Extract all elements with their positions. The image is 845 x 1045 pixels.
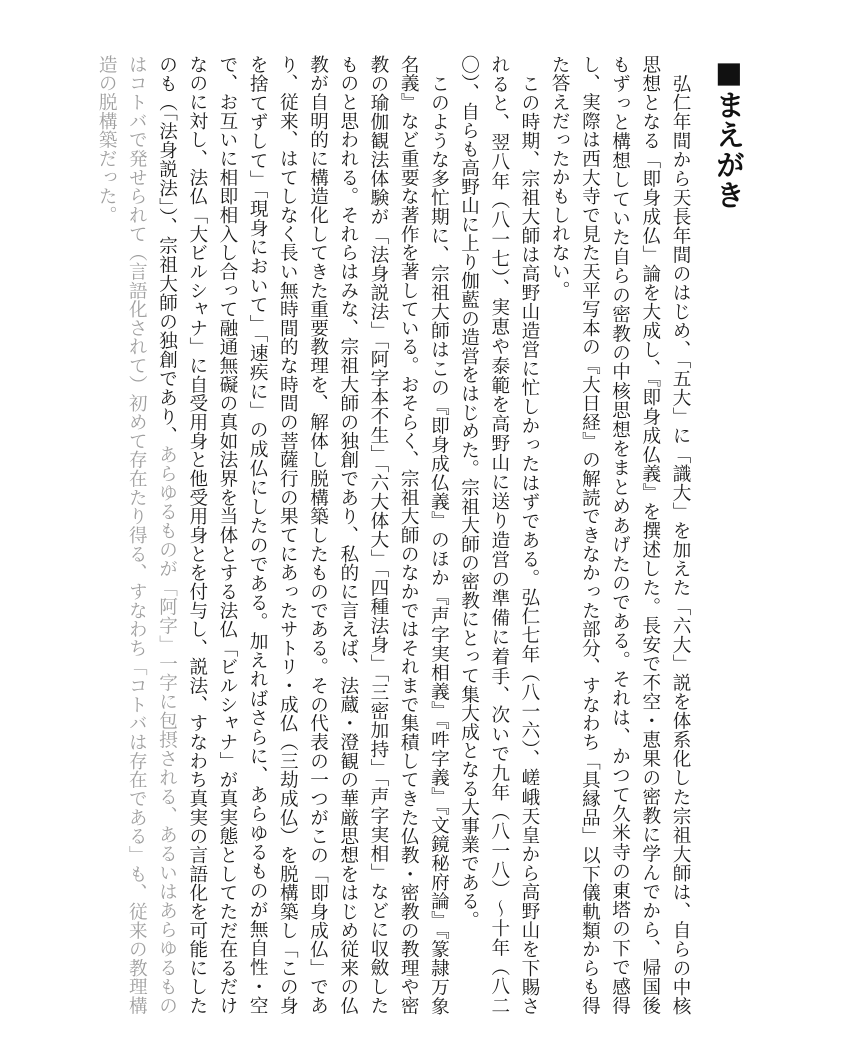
paragraph-3 bbox=[91, 55, 453, 1015]
paragraph-3-faded: あらゆるものが「阿字」一字に包摂される、あるいはあらゆるものはコトバで発せられて（言語化されて）初めて存在たり得る、すなわち「コトバは存在である」も、従来の教理構造の脱構築だった。 bbox=[96, 55, 178, 1016]
paragraph-1: 弘仁年間から天長年間のはじめ、「五大」に「識大」を加えた「六大」説を体系化した宗祖大師は、自らの中核思想となる「即身成仏」論を大成し、『即身成仏義』を撰述した。長安で不空・恵果の密教に学んでから、帰国後もずっと構想していた自らの密教の中核思想をまとめあげたのである。それは、かつて久米寺の東塔の下で感得し、実際は西大寺で見た天平写本の『大日経』の解読できなかった部分、すなわち「具縁品」以下儀軌類からも得た答えだったかもしれない。 bbox=[549, 55, 691, 1015]
section-heading: ■まえがき bbox=[712, 55, 746, 210]
paragraph-2: この時期、宗祖大師は高野山造営に忙しかったはずである。弘仁七年（八一六）、嵯峨天皇から高野山を下賜されると、翌八年（八一七）、実恵や泰範を高野山に送り造営の準備に着手、次いで九年（八一八）〜十年（八二〇）、自らも高野山に上り伽藍の造営をはじめた。宗祖大師の密教にとって集大成となる大事業である。 bbox=[458, 55, 540, 1015]
paragraph-3-main: このような多忙期に、宗祖大師はこの『即身成仏義』のほか『声字実相義』『吽字義』『文鏡秘府論』『篆隷万象名義』など重要な著作を著している。おそらく、宗祖大師のなかではそれまで集積してきた仏教・密教の教理や密教の瑜伽観法体験が「法身説法」「阿字本不生」「六大体大」「四種法身」「三密加持」「声字実相」などに収斂したものと思われる。それらはみな、宗祖大師の独創であり、私的に言えば、法蔵・澄観の華厳思想をはじめ従来の仏教が自明的に構造化してきた重要教理を、解体し脱構築したものである。その代表の一つがこの「即身成仏」であり、従来、はてしなく長い無時間的な時間の菩薩行の果てにあったサトリ・成仏（三劫成仏）を脱構築し「この身を捨てずして」「現身において」「速疾に」の成仏にしたのである。加えればさらに、あらゆるものが無自性・空で、お互いに相即相入し合って融通無礙の真如法界を当体とする法仏「ビルシャナ」が真実態としてただ在るだけなのに対し、法仏「大ビルシャナ」に自受用身と他受用身とを付与し、説法、すなわち真実の言語化を可能にしたのも（「法身説法」）、宗祖大師の独創であり、 bbox=[156, 55, 450, 1015]
preface-text-column bbox=[96, 55, 751, 1016]
body-text bbox=[91, 55, 695, 1015]
